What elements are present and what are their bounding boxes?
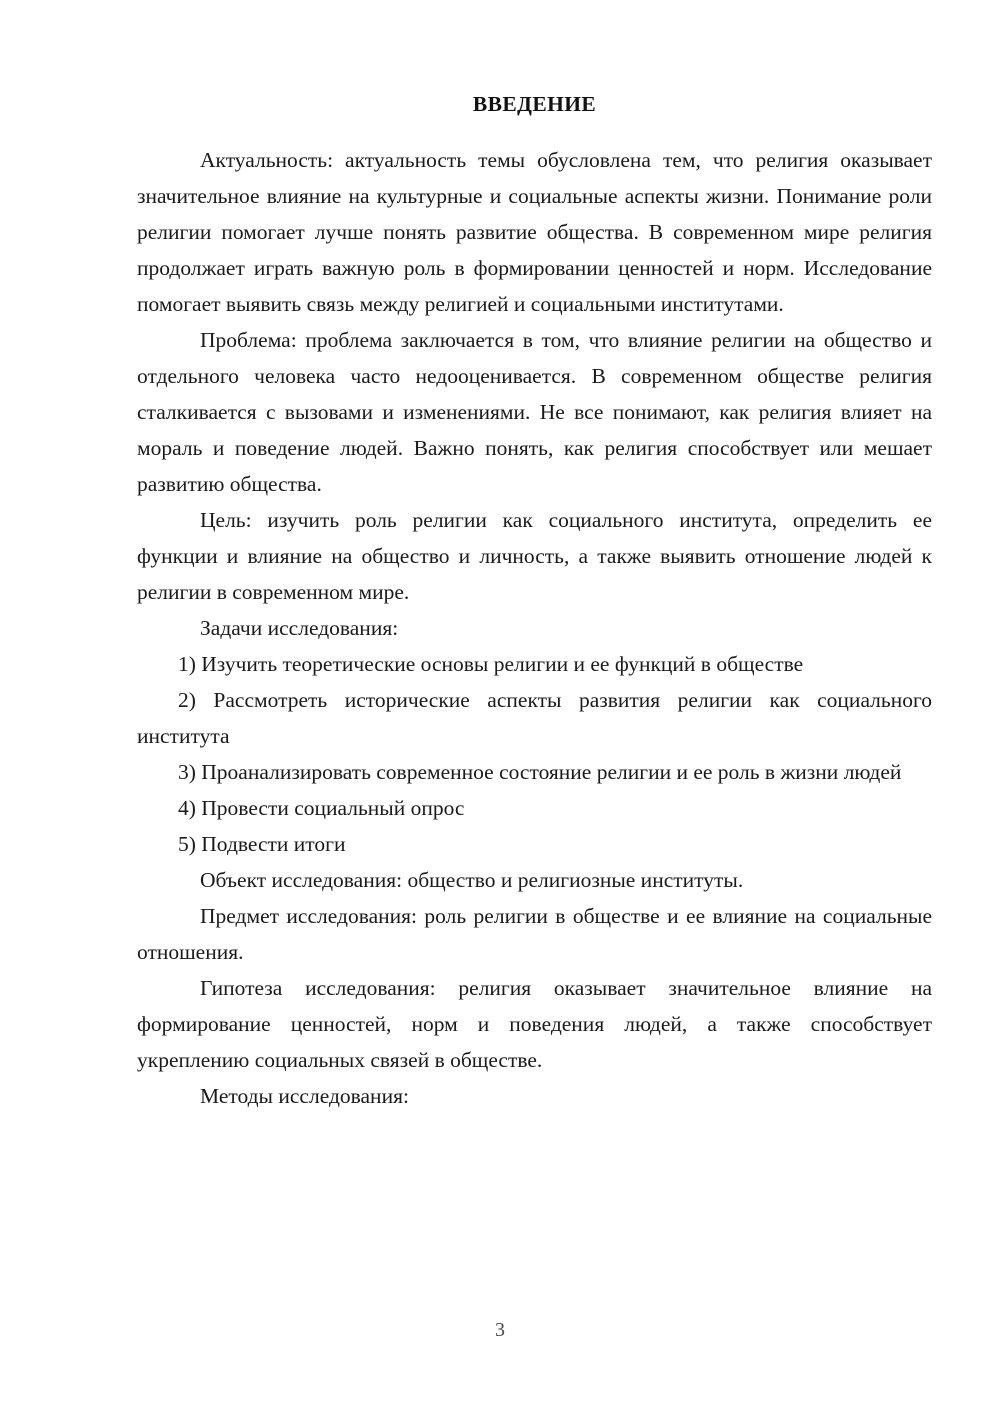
- task-item-2: 2) Рассмотреть исторические аспекты развития религии как социального института: [137, 688, 932, 748]
- document-body: [137, 88, 932, 1114]
- paragraph-subject: Предмет исследования: роль религии в обществе и ее влияние на социальные отношения.: [137, 904, 932, 964]
- page-number: 3: [495, 1319, 505, 1341]
- heading-methods: Методы исследования:: [200, 1084, 409, 1108]
- heading-tasks: Задачи исследования:: [200, 616, 399, 640]
- paragraph-problem: Проблема: проблема заключается в том, что влияние религии на общество и отдельного человека часто недооценивается. В современном обществе религия сталкивается с вызовами и изменениями. Не все понимают, как религия влияет на мораль и поведение людей. Важно понять, как религия способствует или мешает развитию общества.: [137, 328, 932, 496]
- task-item-3: 3) Проанализировать современное состояние религии и ее роль в жизни людей: [178, 760, 902, 784]
- task-item-4: 4) Провести социальный опрос: [178, 796, 465, 820]
- paragraph-goal: Цель: изучить роль религии как социального института, определить ее функции и влияние на общество и личность, а также выявить отношение людей к религии в современном мире.: [137, 508, 932, 604]
- task-item-5: 5) Подвести итоги: [178, 832, 346, 856]
- paragraph-relevance: Актуальность: актуальность темы обусловлена тем, что религия оказывает значительное влияние на культурные и социальные аспекты жизни. Понимание роли религии помогает лучше понять развитие общества. В современном мире религия продолжает играть важную роль в формировании ценностей и норм. Исследование помогает выявить связь между религией и социальными институтами.: [137, 148, 932, 316]
- page-title: ВВЕДЕНИЕ: [472, 92, 597, 116]
- paragraph-object: Объект исследования: общество и религиозные институты.: [200, 868, 744, 892]
- task-item-1: 1) Изучить теоретические основы религии и ее функций в обществе: [178, 652, 804, 676]
- paragraph-hypothesis: Гипотеза исследования: религия оказывает значительное влияние на формирование ценностей, норм и поведения людей, а также способствует укреплению социальных связей в обществе.: [137, 976, 932, 1072]
